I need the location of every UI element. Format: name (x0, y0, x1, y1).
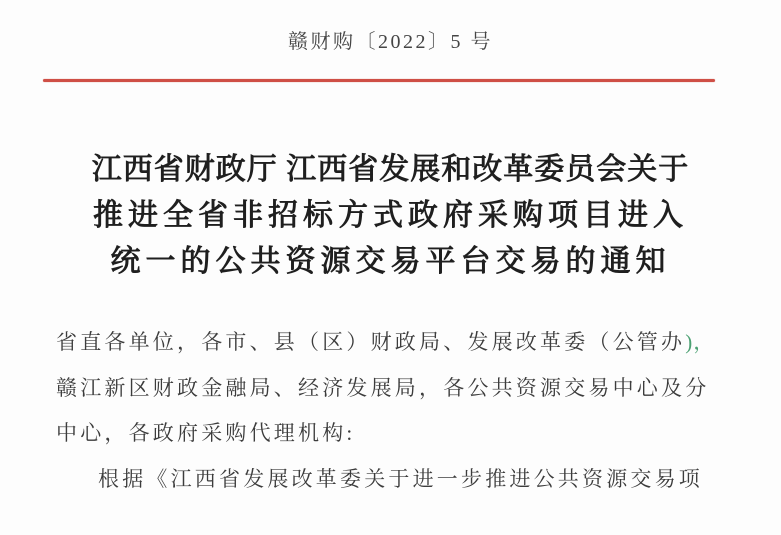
paragraph-line: 根据《江西省发展改革委关于进一步推进公共资源交易项 (98, 466, 703, 491)
salutation-line: 赣江新区财政金融局、经济发展局，各公共资源交易中心及分 (56, 375, 710, 400)
document-body (56, 320, 726, 502)
salutation-text: 省直各单位，各市、县（区）财政局、发展改革委（公管办 (56, 330, 686, 354)
salutation-suffix: )， (685, 330, 716, 354)
title-line: 统一的公共资源交易平台交易的通知 (110, 245, 671, 278)
title-line: 江西省财政厅 江西省发展和改革委员会关于 (91, 153, 690, 186)
document-title (0, 147, 781, 285)
salutation-line (56, 320, 726, 366)
document-number: 赣财购〔2022〕5 号 (288, 31, 493, 53)
title-line: 推进全省非招标方式政府采购项目进入 (93, 199, 688, 232)
red-divider-line (43, 79, 715, 82)
salutation-line: 中心，各政府采购代理机构: (56, 421, 356, 445)
